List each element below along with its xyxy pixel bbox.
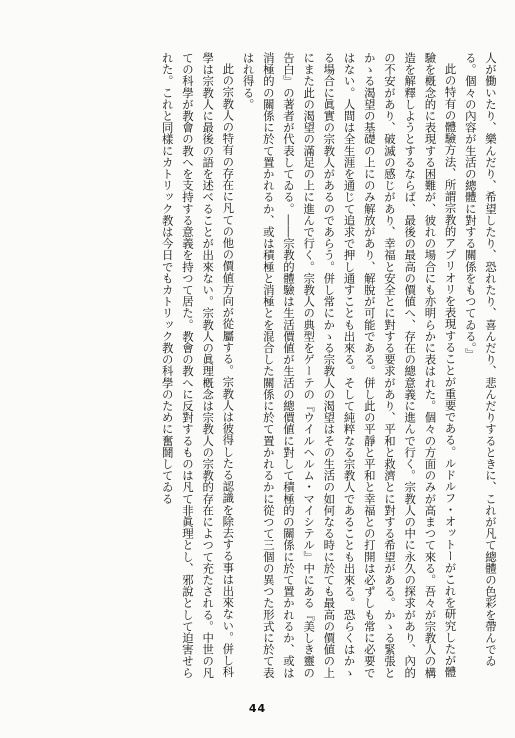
paragraph-quote-ending: 人が働いたり、樂んだり、希望したり、恐れたり、喜んだり、悲んだりするときに、これが凡て總體の色彩を帶んでゐる。個々の內容が生活の總體に對する關係をもつてゐる。』 <box>463 52 498 667</box>
page-number: 44 <box>248 702 267 715</box>
paragraph-religious-apriori: 此の特有の體驗方法、所謂宗教的アプリオリを表現することが重要である。ルドルフ・オットーがこれを研究したが體驗を槪念的に表現する困難が、彼れの場合にも亦明らかに表はれた。個々の方面のみが高まつて來る。吾々が宗教人の構造を解釋しようとするならば、最後の最高の價値へ、存在の總意義に進んで行く。宗教人の中に永久の探求があり、內的の不安があり、破滅の感じがあり、幸福と安全とに對する要求があり、平和と救濟とに對する希望がある。かゝる緊張とかゝる渴望の基礎の上にのみ解放があり、解脫が可能である。併し此の平靜と平和と幸福との打開は必ずしも常に必要ではない。人間は全生涯を通じて追求で押し通すことも出來る。そして純粹なる宗教人であることも出來る。恐らくはかゝる場合に眞實の宗教人があるのであらう。併し常にかゝる宗教人の渴望はその生活の如何なる時に於ても最高の價値の上にまた此の渴望の滿足の上に進んで行く。宗教人の典型をゲーテの『ウイルヘルム・マイシテル』中にある『美しき靈の告白』の著者が代表してゐる。――宗教的體驗は生活價値が生活の總價値に對して積極的の關係に於て置かれるか、或は消極的の關係に於て置かれるか、或は積極と消極とを混合した關係に於て置かれるかに從つて三個の異つた形式に於て表はれ得る。 <box>241 52 458 679</box>
vertical-text-body <box>9 52 501 682</box>
paragraph-religious-person: 此の宗教人の特有の存在に凡ての他の價値方向が從屬する。宗教人は彼得したる認識を除去する事は出來ない。併し科學は宗教人に最後の語を述べることが出來ない。宗教人の眞理槪念は宗教人の宗教的存在によつて充たされる。中世の凡ての科學が教會の教へを支持する意義を持つて居た。教會の教へに反對するものは凡て非眞理とし、邪說として迫害せられた。これと同樣にカトリック教は今日でもカトリック教の科學のために奮鬪してゐる <box>160 52 236 679</box>
